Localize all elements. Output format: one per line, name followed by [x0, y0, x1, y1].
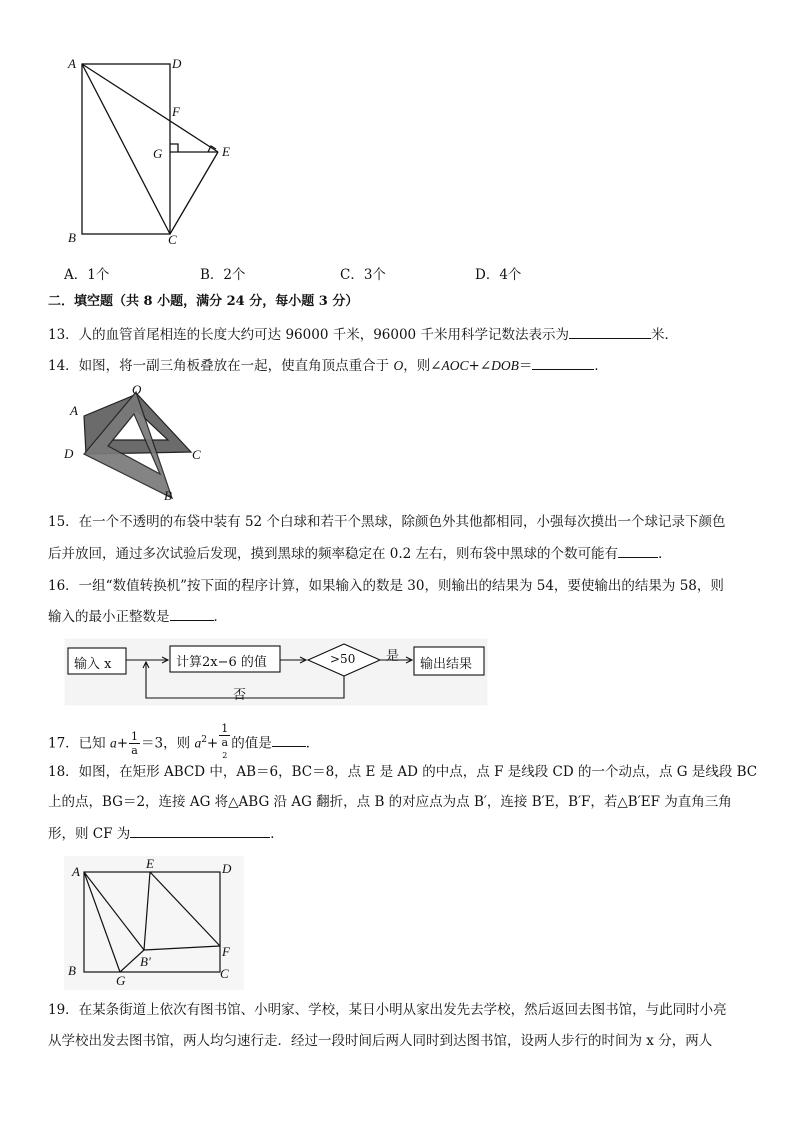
q17-a: a: [109, 735, 117, 751]
label-D14: D: [64, 446, 74, 461]
q14-tail: ．: [594, 358, 608, 374]
question-16-line1: 16．一组“数值转换机”按下面的程序计算，如果输入的数是 30，则输出的结果为 54，要使输出的结果为 58，则: [48, 578, 724, 594]
label-Bprime18: B′: [140, 954, 151, 969]
flow-yes: 是: [386, 649, 400, 664]
label-O: O: [132, 382, 142, 397]
label-C18: C: [220, 966, 229, 981]
q13-tail: 米．: [650, 327, 678, 343]
q15-line2: 后并放回，通过多次试验后发现，摸到黑球的频率稳定在 0.2 左右，则布袋中黑球的个数可能有: [48, 546, 619, 562]
q17-a2: a: [194, 735, 202, 751]
label-E: E: [222, 144, 230, 159]
question-18-line1: 18．如图，在矩形 ABCD 中，AB＝6，BC＝8，点 E 是 AD 的中点，点 F 是线段 CD 的一个动点，点 G 是线段 BC: [48, 764, 758, 780]
figure-q18: [64, 856, 244, 990]
q18-blank: [130, 823, 270, 838]
question-14: [48, 355, 608, 376]
q17-fraction-2: [219, 722, 230, 766]
q16-line2: 输入的最小正整数是: [48, 609, 170, 625]
question-19-line2: 从学校出发去图书馆，两人均匀速行走．经过一段时间后两人同时到达图书馆，设两人步行的时间为 x 分，两人: [48, 1033, 713, 1049]
q17-f2-sup: 2: [222, 751, 228, 760]
label-B18: B: [68, 963, 76, 978]
q18-tail: ．: [270, 826, 284, 842]
q17-f2-den: a: [221, 736, 229, 749]
q17-pre: 17．已知: [48, 735, 110, 752]
q16-blank: [170, 606, 214, 621]
label-C: C: [168, 232, 177, 247]
question-19-line1: 19．在某条街道上依次有图书馆、小明家、学校，某日小明从家出发先去学校，然后返回去图书馆，与此同时小亮: [48, 1002, 727, 1018]
q13-text: 13．人的血管首尾相连的长度大约可达 96000 千米，96000 千米用科学记数法表示为: [48, 327, 569, 343]
q14-dob: DOB: [491, 358, 519, 373]
q13-blank: [569, 324, 651, 339]
q14-aoc: AOC: [441, 358, 469, 373]
figure-q14: [64, 382, 214, 502]
q17-post: 的值是: [231, 735, 272, 752]
q18-line3: 形，则 CF 为: [48, 826, 131, 842]
label-E18: E: [146, 856, 154, 871]
q16-tail: ．: [213, 609, 227, 625]
label-A: A: [68, 56, 76, 71]
label-A14: A: [70, 403, 78, 418]
label-F: F: [172, 104, 180, 119]
q15-tail: ．: [658, 546, 672, 562]
option-a: A．1个: [64, 267, 110, 283]
q17-eq: ＝3，则: [141, 735, 195, 752]
question-18-line2: 上的点，BG＝2，连接 AG 将△ABG 沿 AG 翻折，点 B 的对应点为点 B′，连接 B′E，B′F，若△B′EF 为直角三角: [48, 794, 732, 810]
q17-f1-num: 1: [131, 730, 139, 744]
label-D: D: [172, 56, 182, 71]
label-G: G: [153, 146, 163, 161]
q15-blank: [618, 543, 658, 558]
label-A18: A: [72, 864, 80, 879]
question-13: [48, 324, 678, 345]
flow-output: 输出结果: [420, 657, 473, 672]
q17-f2-num: 1: [221, 722, 229, 735]
q17-blank: [272, 732, 306, 747]
label-G18: G: [116, 973, 126, 988]
section-title: 二．填空题（共 8 小题，满分 24 分，每小题 3 分）: [48, 294, 359, 309]
flow-condition: >50: [330, 652, 356, 666]
q14-pre: 14．如图，将一副三角板叠放在一起，使直角顶点重合于: [48, 358, 394, 374]
label-B14: B: [164, 488, 172, 503]
label-F18: F: [222, 944, 230, 959]
option-b: B．2个: [200, 267, 246, 283]
q14-o: O: [393, 358, 404, 373]
q17-fraction-1: [129, 730, 140, 757]
option-d: D．4个: [475, 267, 522, 283]
flow-no: 否: [233, 688, 247, 703]
flow-input: 输入 x: [74, 657, 112, 672]
q17-f1-den: a: [131, 744, 138, 758]
label-D18: D: [222, 861, 232, 876]
flowchart: [64, 638, 488, 706]
question-16-line2: [48, 606, 227, 627]
q17-plus2: +: [206, 735, 219, 752]
question-17: [48, 722, 319, 766]
q14-eq: ＝: [518, 358, 533, 374]
q14-blank: [532, 355, 594, 370]
flow-compute: 计算2x−6 的值: [176, 655, 267, 670]
q14-mid: ，则∠: [403, 358, 442, 374]
question-18-line3: [48, 823, 284, 844]
q17-sup: 2: [201, 734, 207, 745]
label-C14: C: [192, 447, 201, 462]
q14-plus: +∠: [468, 358, 492, 374]
label-B: B: [68, 230, 76, 245]
q17-plus: +: [116, 735, 129, 752]
question-15-line1: 15．在一个不透明的布袋中装有 52 个白球和若干个黑球，除颜色外其他都相同，小强每次摸出一个球记录下颜色: [48, 514, 726, 530]
q17-tail: ．: [305, 735, 320, 752]
option-c: C．3个: [340, 267, 386, 283]
question-15-line2: [48, 543, 672, 564]
